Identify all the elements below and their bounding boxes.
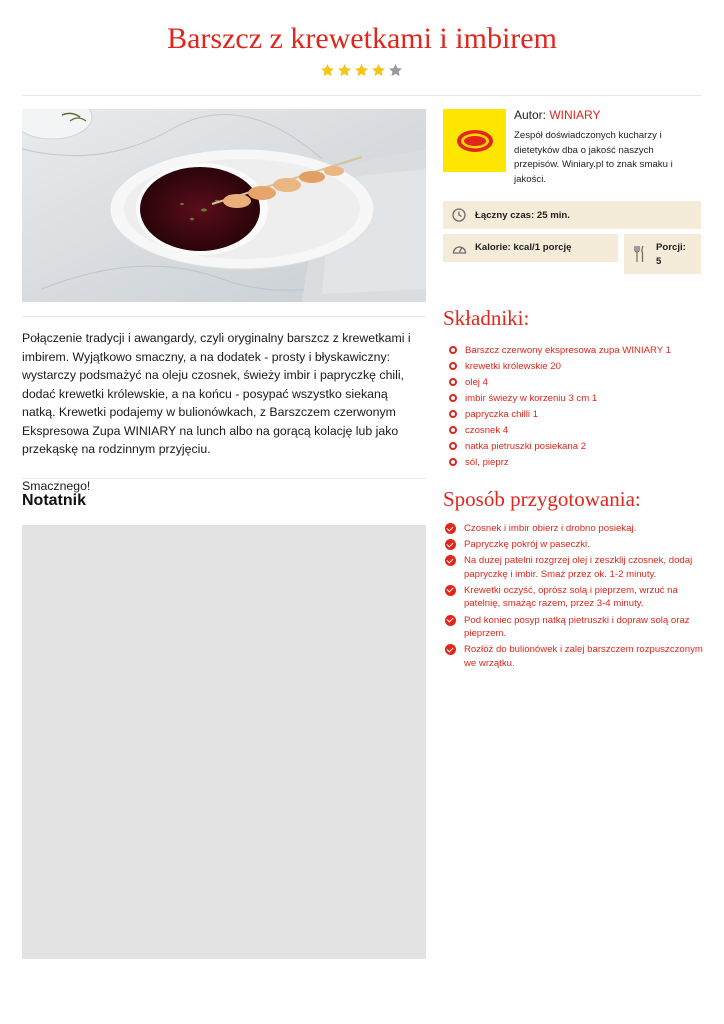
ingredient-item	[449, 454, 701, 470]
circle-bullet-icon	[449, 346, 457, 354]
portions-text	[656, 241, 686, 269]
author-logo	[443, 109, 506, 172]
ingredient-item	[449, 438, 701, 454]
ingredient-item	[449, 390, 701, 406]
portions-label: Porcji:	[656, 242, 686, 253]
check-circle-icon	[445, 585, 456, 596]
step-text: Czosnek i imbir obierz i drobno posiekaj.	[464, 523, 637, 534]
step-text: Pod koniec posyp natką pietruszki i dopraw solą oraz pieprzem.	[464, 614, 690, 640]
preparation-step	[445, 643, 703, 670]
circle-bullet-icon	[449, 362, 457, 370]
clock-icon	[452, 208, 466, 222]
star-filled-icon	[337, 63, 352, 78]
ingredient-text: imbir świeży w korzeniu 3 cm 1	[465, 392, 598, 404]
preparation-step	[445, 584, 703, 611]
star-filled-icon	[354, 63, 369, 78]
step-text: Rozłóż do bulionówek i zalej barszczem rozpuszczonym we wrzątku.	[464, 644, 703, 669]
author-heading	[514, 108, 600, 122]
star-empty-icon	[388, 63, 403, 78]
step-text: Papryczkę pokrój w paseczki.	[464, 539, 590, 551]
ingredient-text: krewetki królewskie 20	[465, 360, 561, 372]
circle-bullet-icon	[449, 378, 457, 386]
ingredient-text: olej 4	[465, 376, 488, 388]
divider	[22, 478, 426, 479]
preparation-steps	[445, 522, 703, 673]
check-circle-icon	[445, 555, 456, 566]
step-text: Krewetki oczyść, oprósz solą i pieprzem, wrzuć na patelnię, smażąc razem, przez 3-4 minuty.	[464, 584, 678, 610]
circle-bullet-icon	[449, 458, 457, 466]
recipe-photo-column	[22, 95, 426, 302]
portions-value: 5	[656, 256, 662, 267]
recipe-title: Barszcz z krewetkami i imbirem	[167, 22, 557, 55]
author-name-link[interactable]: WINIARY	[549, 108, 601, 122]
portions-box	[624, 234, 701, 274]
ingredient-item	[449, 374, 701, 390]
ingredient-text: natka pietruszki posiekana 2	[465, 440, 587, 452]
preparation-step	[445, 614, 703, 641]
step-text: Na dużej patelni rozgrzej olej i zeszklij czosnek, dodaj papryczkę i imbir. Smaż przez ok. 1-2 minuty.	[464, 555, 693, 580]
circle-bullet-icon	[449, 394, 457, 402]
preparation-step	[445, 522, 703, 536]
notes-title: Notatnik	[22, 492, 86, 509]
scale-icon	[452, 241, 467, 255]
recipe-photo-illustration	[22, 109, 426, 302]
preparation-title: Sposób przygotowania:	[443, 487, 641, 511]
ingredient-text: sól, pieprz	[465, 456, 509, 468]
cutlery-icon	[633, 245, 646, 263]
total-time-text: Łączny czas: 25 min.	[475, 210, 570, 221]
calories-box	[443, 234, 618, 262]
ingredient-text: papryczka chilli 1	[465, 408, 539, 420]
circle-bullet-icon	[449, 426, 457, 434]
description-paragraph: Połączenie tradycji i awangardy, czyli oryginalny barszcz z krewetkami i imbirem. Wyjątkowo smaczny, a na dodatek - prosty i błyskawiczny: wystarczy podsmażyć na oleju czosnek, świeży imbir i papryczkę chili, dodać krewetki królewskie, a na końcu - posypać wszystko siekaną natką. Krewetki podajemy w bulionówkach, z Barszczem czerwonym Ekspresowa Zupa WINIARY na lunch albo na gorącą kolację lub jako przekąskę na rodzinnym przyjęciu.	[22, 331, 411, 456]
star-filled-icon	[371, 63, 386, 78]
check-circle-icon	[445, 539, 456, 550]
check-circle-icon	[445, 523, 456, 534]
total-time-box	[443, 201, 701, 229]
recipe-description	[22, 329, 422, 495]
recipe-photo	[22, 109, 426, 302]
preparation-step	[445, 538, 703, 552]
star-filled-icon	[320, 63, 335, 78]
ingredient-item	[449, 342, 701, 358]
description-closing: Smacznego!	[22, 478, 91, 493]
notes-area[interactable]	[22, 525, 426, 959]
ingredient-text: czosnek 4	[465, 424, 509, 436]
divider	[22, 316, 426, 317]
rating-stars	[320, 63, 403, 78]
check-circle-icon	[445, 615, 456, 626]
circle-bullet-icon	[449, 442, 457, 450]
winiary-logo-icon	[455, 128, 495, 154]
ingredient-item	[449, 358, 701, 374]
circle-bullet-icon	[449, 410, 457, 418]
ingredient-item	[449, 422, 701, 438]
ingredient-text: Barszcz czerwony ekspresowa zupa WINIARY 1	[465, 344, 671, 356]
check-circle-icon	[445, 644, 456, 655]
ingredient-item	[449, 406, 701, 422]
author-label: Autor:	[514, 108, 547, 122]
ingredients-list	[449, 342, 701, 470]
author-bio: Zespół doświadczonych kucharzy i dietetyków dba o jakość naszych przepisów. Winiary.pl to znak smaku i jakości.	[514, 130, 673, 185]
calories-text: Kalorie: kcal/1 porcję	[475, 242, 572, 253]
ingredients-title: Składniki:	[443, 306, 530, 330]
preparation-step	[445, 554, 703, 581]
